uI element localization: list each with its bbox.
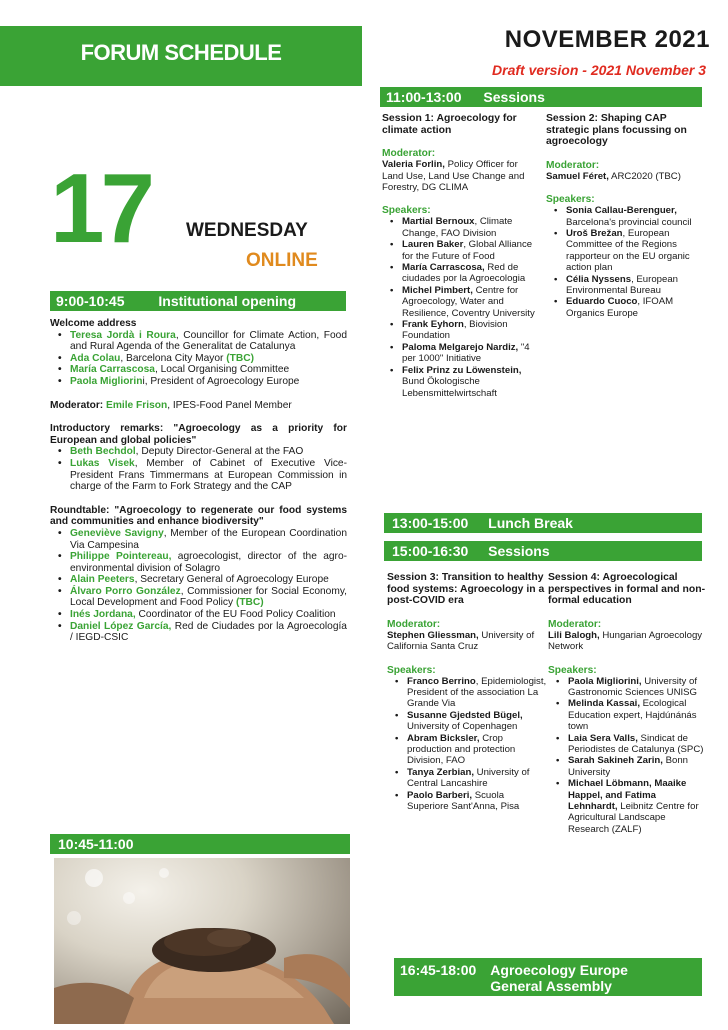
list-item: • Sonia Callau-Berenguer, Barcelona's provincial council [546,205,702,228]
sessions1-title: Sessions [483,89,545,105]
sessions2-time: 15:00-16:30 [392,543,469,559]
list-item: • Inés Jordana, Coordinator of the EU Food Policy Coalition [50,609,347,621]
session-3-moderator: Stephen Gliessman, University of California Santa Cruz [387,629,535,653]
list-item: • Alain Peeters, Secretary General of Agroecology Europe [50,574,347,586]
list-item: • Philippe Pointereau, agroecologist, director of the agro-environmental division of Solagro [50,551,347,574]
opening-content [50,318,347,644]
sessions1-banner [380,87,702,107]
opening-title: Institutional opening [158,293,297,309]
list-item: • Frank Eyhorn, Biovision Foundation [382,319,540,342]
opening-banner [50,291,346,311]
break-banner [50,834,350,854]
day-weekday: WEDNESDAY [186,220,308,241]
intro-list [50,446,347,492]
session-3-speakers [387,676,547,813]
list-item: • Melinda Kassai, Ecological Education expert, Hajdúnánás town [548,698,708,732]
assembly-title: Agroecology Europe General Assembly [490,962,628,994]
month-title: NOVEMBER 2021 [504,26,710,53]
list-item: • Paola Migliorini, President of Agroecology Europe [50,376,347,388]
list-item: • Susanne Gjedsted Bügel, University of Copenhagen [387,710,547,733]
soil-hands-photo [54,858,350,1024]
session-4-moderator: Lili Balogh, Hungarian Agroecology Network [548,629,703,653]
lunch-banner [384,513,702,533]
session-3-moderator-label: Moderator: [387,618,441,630]
list-item: • María Carrascosa, Red de ciudades por la Agroecologia [382,262,540,285]
lunch-time: 13:00-15:00 [392,515,469,531]
list-item: • Paola Migliorini, University of Gastronomic Sciences UNISG [548,676,708,699]
session-1-title: Session 1: Agroecology for climate action [382,113,517,136]
forum-schedule-title: FORUM SCHEDULE [80,40,282,65]
list-item: • Álvaro Porro González, Commissioner for Social Economy, Local Development and Food Policy (TBC) [50,586,347,609]
day-number: 17 [50,153,152,263]
soil-hands-icon [54,858,350,1024]
list-item: • Célia Nyssens, European Environmental Bureau [546,274,702,297]
session-3-speakers-label: Speakers: [387,664,436,676]
list-item: • Teresa Jordà i Roura, Councillor for Climate Action, Food and Rural Agenda of the Generalitat de Catalunya [50,330,347,353]
session-2-moderator: Samuel Féret, ARC2020 (TBC) [546,170,681,182]
draft-version: Draft version - 2021 November 3 [492,62,706,78]
list-item: • Michael Löbmann, Maaike Happel, and Fatima Lehnhardt, Leibnitz Centre for Agricultural Landscape Research (ZALF) [548,778,708,835]
session-2-moderator-label: Moderator: [546,159,600,171]
list-item: • Uroš Brežan, European Committee of the Regions rapporteur on the EU organic action plan [546,228,702,274]
session-1-speakers-label: Speakers: [382,205,431,217]
session-4-title: Session 4: Agroecological perspectives in formal and non-formal education [548,572,706,607]
list-item: • Abram Bicksler, Crop production and protection Division, FAO [387,733,547,767]
list-item: • Laia Sera Valls, Sindicat de Periodistes de Catalunya (SPC) [548,733,708,756]
session-4-speakers [548,676,708,836]
session-3-title: Session 3: Transition to healthy food systems: Agroecology in a post-COVID era [387,572,545,607]
session-2-speakers-label: Speakers: [546,194,595,206]
list-item: • Beth Bechdol, Deputy Director-General at the FAO [50,446,347,458]
session-1-speakers [382,216,540,399]
list-item: • Sarah Sakineh Zarin, Bonn University [548,755,708,778]
session-1-moderator: Valeria Forlin, Policy Officer for Land Use, Land Use Change and Forestry, DG CLIMA [382,159,525,193]
list-item: • Geneviève Savigny, Member of the European Coordination Via Campesina [50,528,347,551]
assembly-time: 16:45-18:00 [400,962,477,978]
session-2-title: Session 2: Shaping CAP strategic plans focussing on agroecology [546,113,687,148]
list-item: • María Carrascosa, Local Organising Committee [50,364,347,376]
list-item: • Ada Colau, Barcelona City Mayor (TBC) [50,353,347,365]
list-item: • Martial Bernoux, Climate Change, FAO Division [382,216,540,239]
day-mode: ONLINE [246,250,318,271]
sessions2-banner [384,541,702,561]
list-item: • Lukas Visek, Member of Cabinet of Executive Vice-President Frans Timmermans at European Commission in charge of the Farm to Fork Strategy and the CAP [50,458,347,493]
lunch-title: Lunch Break [488,515,573,531]
welcome-list [50,330,347,388]
session-4-moderator-label: Moderator: [548,618,602,630]
session-1 [382,113,540,399]
roundtable-label: Roundtable: "Agroecology to regenerate our food systems and communities and enhance biodiversity" [50,504,347,528]
roundtable-list [50,528,347,644]
session-4 [548,572,708,835]
opening-time: 9:00-10:45 [56,293,125,309]
session-1-moderator-label: Moderator: [382,148,436,160]
sessions1-time: 11:00-13:00 [386,89,462,105]
opening-moderator: Moderator: Emile Frison, IPES-Food Panel Member [50,399,292,411]
session-2-speakers [546,205,702,319]
break-time: 10:45-11:00 [58,836,134,852]
list-item: • Eduardo Cuoco, IFOAM Organics Europe [546,296,702,319]
list-item: • Felix Prinz zu Löwenstein, Bund Ökologische Lebensmittelwirtschaft [382,365,540,399]
session-3 [387,572,547,812]
list-item: • Daniel López García, Red de Ciudades por la Agroecología / IEGD-CSIC [50,621,347,644]
list-item: • Franco Berrino, Epidemiologist, President of the association La Grande Via [387,676,547,710]
assembly-banner [394,958,702,996]
list-item: • Tanya Zerbian, University of Central Lancashire [387,767,547,790]
intro-label: Introductory remarks: "Agroecology as a priority for European and global policies" [50,423,347,446]
session-2 [546,113,702,319]
sessions2-title: Sessions [488,543,550,559]
list-item: • Michel Pimbert, Centre for Agroecology, Water and Resilience, Coventry University [382,285,540,319]
list-item: • Paloma Melgarejo Nardiz, "4 per 1000" Initiative [382,342,540,365]
list-item: • Lauren Baker, Global Alliance for the Future of Food [382,239,540,262]
welcome-label: Welcome address [50,318,137,329]
session-4-speakers-label: Speakers: [548,664,597,676]
list-item: • Paolo Barberi, Scuola Superiore Sant'Anna, Pisa [387,790,547,813]
